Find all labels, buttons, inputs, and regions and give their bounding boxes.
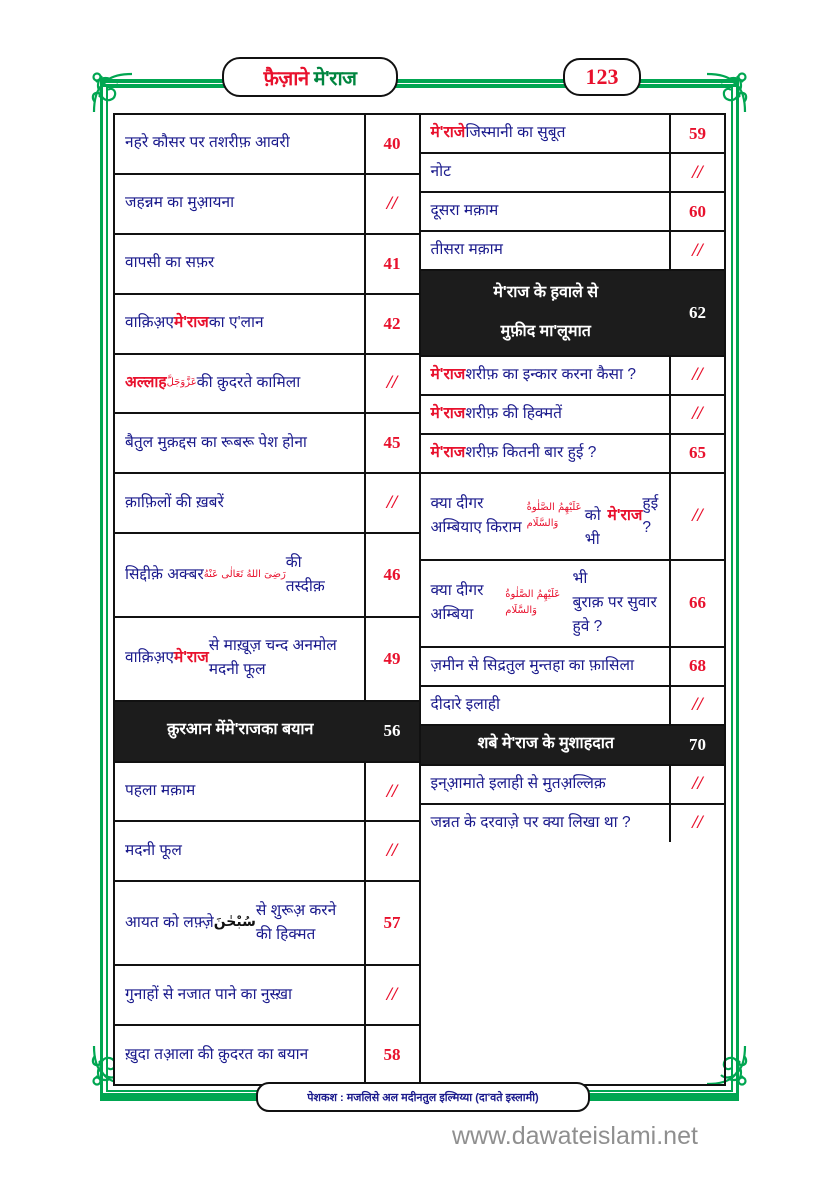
toc-entry-row[interactable]: [115, 295, 419, 355]
toc-page-number: //: [692, 364, 703, 386]
toc-page-number: //: [386, 984, 398, 1006]
toc-column-left: [113, 113, 420, 1086]
toc-entry-row[interactable]: [421, 396, 725, 435]
toc-page-number: //: [692, 505, 703, 527]
toc-entry-row[interactable]: [115, 1026, 419, 1084]
toc-entry-title: वाक़िअ़ए मे'राज से माख़ूज़ चन्द अनमोल मदनी फूल: [115, 618, 366, 700]
header-rule: [100, 76, 739, 88]
toc-entry-title: नोट: [421, 154, 672, 191]
toc-entry-title: दीदारे इलाही: [421, 687, 672, 724]
watermark-url: www.dawateislami.net: [452, 1122, 698, 1150]
toc-page-number: 45: [383, 433, 401, 453]
toc-page-number: 42: [383, 313, 401, 333]
page-title: [222, 57, 398, 97]
toc-section-row[interactable]: [421, 726, 725, 766]
page-title-secondary: मे'राज: [313, 67, 357, 90]
corner-flourish-icon: [88, 68, 134, 114]
toc-page-number: //: [692, 812, 703, 834]
toc-entry-title: दूसरा मक़ाम: [421, 193, 672, 230]
toc-page-number: //: [692, 694, 703, 716]
toc-entry-title: मे'राजे जिस्मानी का सुबूत: [421, 115, 672, 152]
toc-entry-title: आयत को लफ़्ज़े سُبْحٰنَ से शुरूअ़ करने की हिक्मत: [115, 882, 366, 964]
toc-page-number: 58: [383, 1045, 401, 1065]
toc-entry-title: तीसरा मक़ाम: [421, 232, 672, 269]
toc-entry-title: क्या दीगर अम्बिया عَلَيْهِمُ الصَّلٰوةُ وَالسَّلَام भी बुराक़ पर सुवार हुवे ?: [421, 561, 672, 646]
toc-entry-row[interactable]: [115, 175, 419, 235]
toc-entry-title: ज़मीन से सिद्रतुल मुन्तहा का फ़ासिला: [421, 648, 672, 685]
toc-page-number: 40: [383, 133, 401, 153]
toc-entry-row[interactable]: [421, 687, 725, 726]
toc-entry-title: अल्लाह عَزَّوَجَلَّ की क़ुदरते कामिला: [115, 355, 366, 413]
toc-page-number: //: [386, 192, 398, 214]
toc-entry-title: बैतुल मुक़द्दस का रूबरू पेश होना: [115, 414, 366, 472]
toc-entry-row[interactable]: [115, 966, 419, 1026]
toc-entry-row[interactable]: [115, 115, 419, 175]
toc-entry-title: जन्नत के दरवाज़े पर क्या लिखा था ?: [421, 805, 672, 842]
toc-page-number: 59: [689, 123, 706, 143]
toc-entry-title: मे'राज शरीफ़ का इन्कार करना कैसा ?: [421, 357, 672, 394]
toc-entry-row[interactable]: [421, 474, 725, 561]
toc-page-number: //: [692, 161, 703, 183]
toc-page-number: //: [692, 239, 703, 261]
toc-entry-title: गुनाहों से नजात पाने का नुस्ख़ा: [115, 966, 366, 1024]
toc-entry-row[interactable]: [421, 435, 725, 474]
toc-page-number: //: [692, 773, 703, 795]
toc-entry-title: नहरे कौसर पर तशरीफ़ आवरी: [115, 115, 366, 173]
toc-page-number: 66: [689, 593, 706, 613]
page-number-value: 123: [585, 64, 619, 89]
toc-entry-row[interactable]: [421, 357, 725, 396]
toc-section-title: शबे मे'राज के मुशाहदात: [421, 726, 672, 764]
toc-entry-title: ख़ुदा तआ़ला की क़ुदरत का बयान: [115, 1026, 366, 1084]
toc-page-number: //: [692, 403, 703, 425]
toc-entry-row[interactable]: [421, 805, 725, 842]
toc-column-right: [420, 113, 727, 1086]
toc-entry-row[interactable]: [115, 474, 419, 534]
toc-page-number: 56: [383, 721, 401, 741]
toc-entry-row[interactable]: [421, 115, 725, 154]
toc-entry-row[interactable]: [421, 193, 725, 232]
toc-entry-title: वाक़िअ़ए मे'राज का ए'लान: [115, 295, 366, 353]
toc-page-number: 70: [689, 734, 706, 754]
toc-entry-row[interactable]: [115, 355, 419, 415]
toc-entry-title: मदनी फूल: [115, 822, 366, 880]
toc-entry-title: इन्अ़ामाते इलाही से मुतअ़ल्लिक़: [421, 766, 672, 803]
toc-entry-row[interactable]: [421, 766, 725, 805]
footer-credit: [256, 1082, 590, 1112]
toc-page-number: //: [386, 840, 398, 862]
toc-page-number: 41: [383, 253, 401, 273]
toc-entry-row[interactable]: [421, 232, 725, 271]
toc-page-number: //: [386, 372, 398, 394]
toc-entry-row[interactable]: [115, 618, 419, 702]
toc-entry-row[interactable]: [421, 154, 725, 193]
toc-page-number: 68: [689, 656, 706, 676]
toc-page-number: 65: [689, 443, 706, 463]
toc-section-row[interactable]: [421, 271, 725, 357]
toc-section-row[interactable]: [115, 702, 419, 763]
toc-page-number: //: [386, 780, 398, 802]
toc-entry-row[interactable]: [115, 763, 419, 823]
toc-entry-title: पहला मक़ाम: [115, 763, 366, 821]
toc-section-title: मे'राज के ह़वाले से मुफ़ीद मा'लूमात: [421, 271, 672, 355]
toc-page-number: //: [386, 492, 398, 514]
toc-page-number: 60: [689, 201, 706, 221]
toc-entry-title: क्या दीगर अम्बियाए किराम عَلَيْهِمُ الصَّلٰوةُ وَالسَّلَام को भी मे'राज हुई ?: [421, 474, 672, 559]
page-number-badge: [563, 58, 641, 96]
toc-page-number: 62: [689, 302, 706, 322]
toc-entry-row[interactable]: [115, 534, 419, 618]
toc-entry-title: मे'राज शरीफ़ की हिक्मतें: [421, 396, 672, 433]
toc-entry-title: जहन्नम का मुअ़ायना: [115, 175, 366, 233]
toc-entry-title: सिद्दीक़े अक्बर رَضِىَ اللهُ تَعَالٰى عَنْهُ की तस्दीक़: [115, 534, 366, 616]
page-title-primary: फ़ैज़ाने: [263, 67, 309, 90]
table-of-contents: [113, 113, 726, 1086]
footer-credit-text: पेशकश : मजलिसे अल मदीनतुल इल्मिय्या (दा'वते इस्लामी): [307, 1091, 539, 1104]
toc-entry-title: वापसी का सफ़र: [115, 235, 366, 293]
toc-entry-row[interactable]: [115, 235, 419, 295]
toc-entry-row[interactable]: [421, 648, 725, 687]
toc-page-number: 46: [383, 565, 401, 585]
corner-flourish-icon: [705, 68, 751, 114]
toc-entry-row[interactable]: [421, 561, 725, 648]
toc-entry-row[interactable]: [115, 822, 419, 882]
toc-section-title: क़ुरआन में मे'राज का बयान: [115, 702, 366, 761]
toc-entry-row[interactable]: [115, 882, 419, 966]
toc-entry-row[interactable]: [115, 414, 419, 474]
toc-page-number: 57: [383, 913, 401, 933]
toc-entry-title: मे'राज शरीफ़ कितनी बार हुई ?: [421, 435, 672, 472]
toc-page-number: 49: [383, 648, 401, 668]
toc-entry-title: क़ाफ़िलों की ख़बरें: [115, 474, 366, 532]
